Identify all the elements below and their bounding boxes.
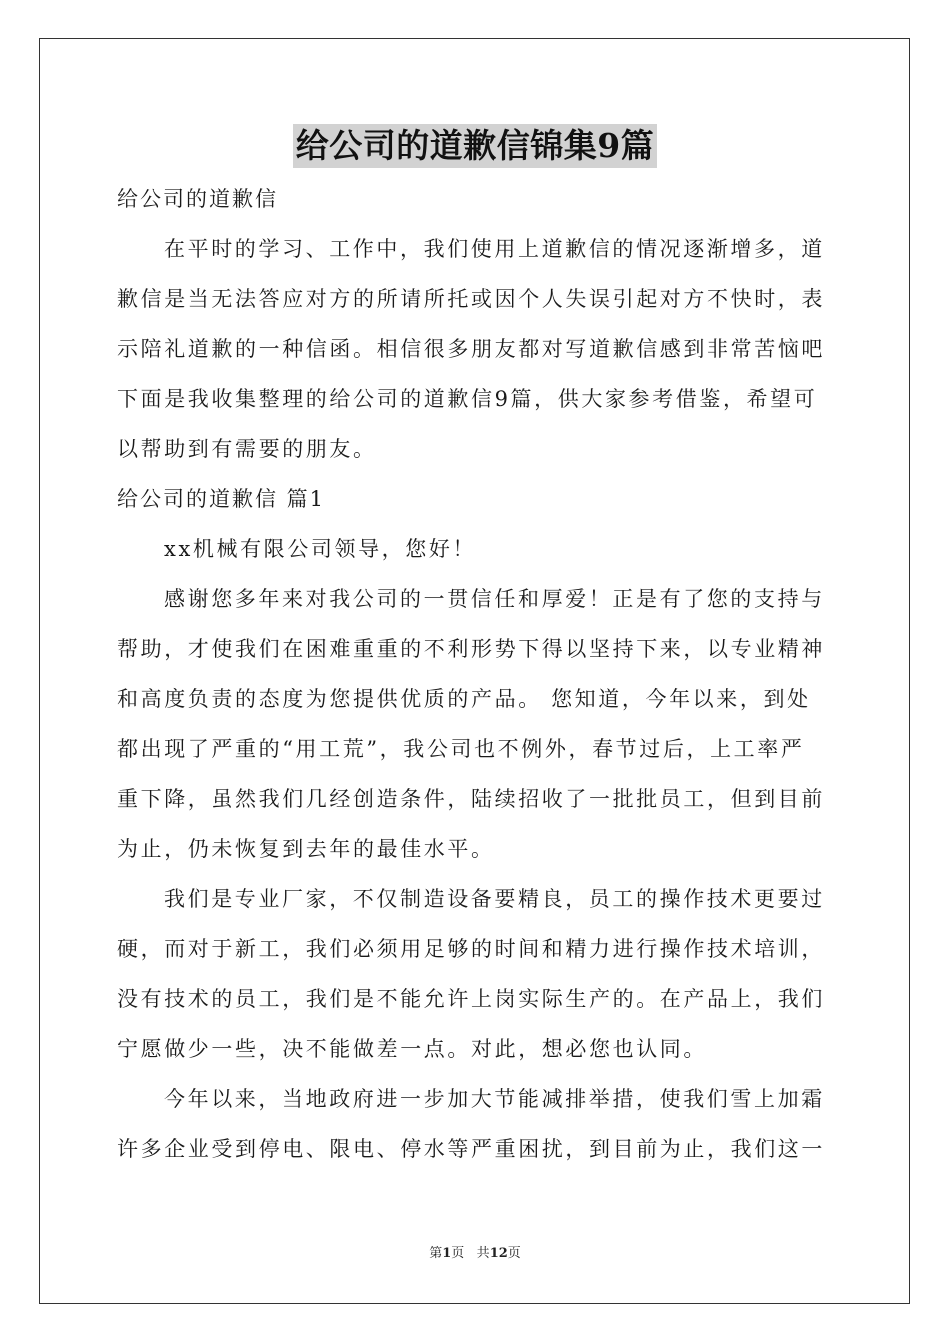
paragraph-line: 示陪礼道歉的一种信函。相信很多朋友都对写道歉信感到非常苦恼吧 [117,337,825,361]
paragraph-line: 歉信是当无法答应对方的所请所托或因个人失误引起对方不快时，表 [117,287,825,311]
paragraph-line: 我们是专业厂家，不仅制造设备要精良，员工的操作技术更要过 [164,887,825,911]
paragraph-line: 帮助，才使我们在困难重重的不利形势下得以坚持下来，以专业精神 [117,637,825,661]
footer-total-prefix: 共 [476,1246,490,1261]
page-footer [0,1244,950,1264]
paragraph-line: 在平时的学习、工作中，我们使用上道歉信的情况逐渐增多，道 [164,237,825,261]
paragraph-line: 以帮助到有需要的朋友。 [117,437,377,461]
section-heading: 给公司的道歉信 篇1 [117,487,326,511]
footer-total-suffix: 页 [507,1246,521,1261]
paragraph-line: 硬，而对于新工，我们必须用足够的时间和精力进行操作技术培训， [117,937,825,961]
paragraph-line: xx机械有限公司领导，您好！ [164,537,477,561]
document-body [117,174,833,1174]
paragraph-line: 今年以来，当地政府进一步加大节能减排举措，使我们雪上加霜 [164,1087,825,1111]
paragraph-line: 为止，仍未恢复到去年的最佳水平。 [117,837,495,861]
section-heading: 给公司的道歉信 [117,187,278,211]
title-wrapper [0,124,950,168]
footer-page-suffix: 页 [451,1246,465,1261]
footer-total-pages: 12 [489,1246,508,1261]
footer-page-prefix: 第 [429,1246,443,1261]
paragraph-line: 没有技术的员工，我们是不能允许上岗实际生产的。在产品上，我们 [117,987,825,1011]
paragraph-line: 宁愿做少一些，决不能做差一点。对此，想必您也认同。 [117,1037,707,1061]
paragraph-line: 和高度负责的态度为您提供优质的产品。 您知道，今年以来，到处 [117,687,811,711]
paragraph-line: 重下降，虽然我们几经创造条件，陆续招收了一批批员工，但到目前 [117,787,825,811]
paragraph-line: 下面是我收集整理的给公司的道歉信9篇，供大家参考借鉴，希望可 [117,387,818,411]
footer-page-number: 1 [442,1246,452,1261]
paragraph-line: 感谢您多年来对我公司的一贯信任和厚爱！正是有了您的支持与 [164,587,825,611]
document-title: 给公司的道歉信锦集9篇 [293,124,657,168]
paragraph-line: 都出现了严重的“用工荒”，我公司也不例外，春节过后，上工率严 [117,737,805,761]
paragraph-line: 许多企业受到停电、限电、停水等严重困扰，到目前为止，我们这一 [117,1137,825,1161]
